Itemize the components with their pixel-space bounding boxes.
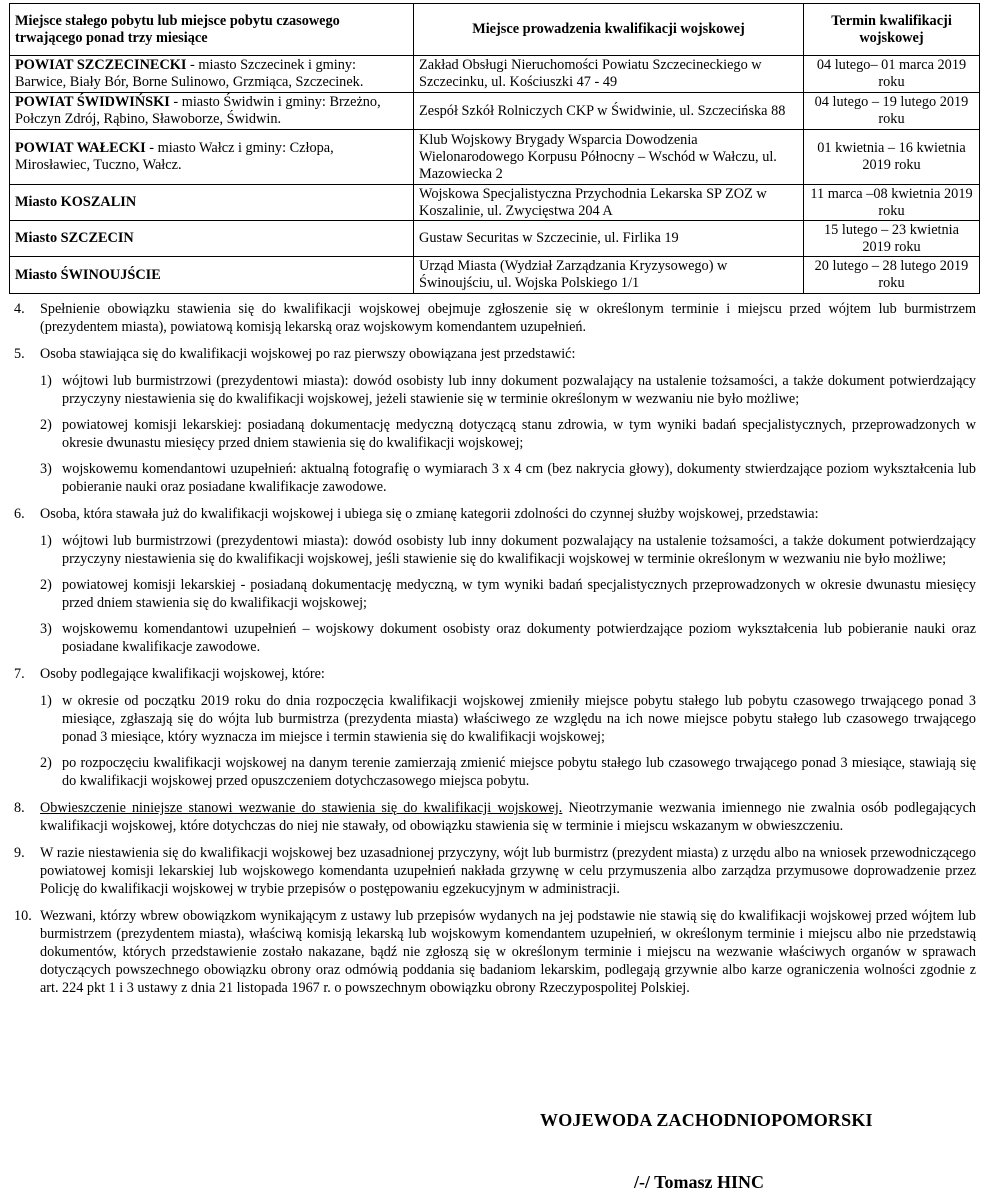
cell-place: Urząd Miasta (Wydział Zarządzania Kryzysowego) w Świnoujściu, ul. Wojska Polskiego 1/1: [414, 257, 804, 294]
point-number: 6.: [14, 506, 25, 522]
header-place: Miejsce prowadzenia kwalifikacji wojskowej: [414, 4, 804, 56]
table-row: [10, 93, 980, 130]
region-name: Miasto SZCZECIN: [15, 230, 134, 246]
item-text: w okresie od początku 2019 roku do dnia rozpoczęcia kwalifikacji wojskowej zmieniły miejsce pobytu stałego lub pobytu czasowego trwającego ponad 3 miesiące, zgłaszają się do wójta lub burmistrza (prezydenta miasta) właściwego ze względu na ich nowe miejsce pobytu stałego lub czasowego trwającego ponad 3 miesiące, który wyznacza im miejsce i termin stawienia się do kwalifikacji wojskowej;: [62, 693, 976, 745]
region-detail: - miasto Świdwin i gminy: Brzeżno, Połczyn Zdrój, Rąbino, Sławoborze, Świdwin.: [15, 94, 381, 127]
region-detail: - miasto Szczecinek i gminy: Barwice, Biały Bór, Borne Sulinowo, Grzmiąca, Szczecinek.: [15, 57, 364, 90]
point-text: Wezwani, którzy wbrew obowiązkom wynikającym z ustawy lub przepisów wydanych na jej podstawie nie stawią się do kwalifikacji wojskowej przed wójtem lub burmistrzem (prezydentem miasta), właściwą komisją lekarską lub wojskowym komendantem uzupełnień, w określonym terminie i miejscu albo nie przedstawią dokumentów, których przedstawienie zostało nakazane, bądź nie zgłoszą się w określonym terminie i miejscu na wezwanie właściwych organów w sprawach dotyczących powszechnego obowiązku obrony oraz odmówią poddania się badaniom lekarskim, podlegają grzywnie albo karze ograniczenia wolności zgodnie z art. 224 pkt 1 i 3 ustawy z dnia 21 listopada 1967 r. o powszechnym obowiązku obrony Rzeczypospolitej Polskiej.: [40, 908, 976, 996]
point-number: 9.: [14, 845, 25, 861]
cell-term: 11 marca –08 kwietnia 2019 roku: [804, 185, 980, 221]
point-text: Osoby podlegające kwalifikacji wojskowej, które:: [40, 666, 325, 682]
cell-place: Klub Wojskowy Brygady Wsparcia Dowodzenia Wielonarodowego Korpusu Północny – Wschód w Wałczu, ul. Mazowiecka 2: [414, 130, 804, 185]
cell-term: 20 lutego – 28 lutego 2019 roku: [804, 257, 980, 294]
point-text: Osoba, która stawała już do kwalifikacji wojskowej i ubiega się o zmianę kategorii zdolności do czynnej służby wojskowej, przedstawia:: [40, 506, 819, 522]
cell-place: Wojskowa Specjalistyczna Przychodnia Lekarska SP ZOZ w Koszalinie, ul. Zwycięstwa 204 A: [414, 185, 804, 221]
point-text: Nieotrzymanie wezwania imiennego nie zwalnia osób podlegających kwalifikacji wojskowej, które dotychczas do niej nie stawały, od obowiązku stawienia się w terminie i miejscu wskazanym w obwieszczeniu.: [40, 800, 976, 834]
point-5: [14, 345, 976, 496]
point-7-list: [40, 692, 976, 790]
schedule-table: [9, 3, 980, 294]
point-4: [14, 300, 976, 336]
region-name: POWIAT ŚWIDWIŃSKI: [15, 94, 170, 110]
item-text: wojskowemu komendantowi uzupełnień: aktualną fotografię o wymiarach 3 x 4 cm (bez nakrycia głowy), dokumenty stwierdzające poziom wykształcenia lub pobieranie nauki oraz posiadane kwalifikacje zawodowe.: [62, 461, 976, 495]
list-item: [40, 754, 976, 790]
table-row: [10, 257, 980, 294]
cell-region: [10, 56, 414, 93]
item-number: 2): [40, 577, 52, 593]
item-number: 3): [40, 621, 52, 637]
cell-place: Gustaw Securitas w Szczecinie, ul. Firlika 19: [414, 221, 804, 257]
table-row: [10, 56, 980, 93]
point-5-list: [40, 372, 976, 496]
list-item: [40, 576, 976, 612]
region-name: POWIAT SZCZECINECKI: [15, 57, 187, 73]
cell-term: 15 lutego – 23 kwietnia 2019 roku: [804, 221, 980, 257]
region-name: POWIAT WAŁECKI: [15, 140, 146, 156]
cell-place: Zespół Szkół Rolniczych CKP w Świdwinie, ul. Szczecińska 88: [414, 93, 804, 130]
list-item: [40, 532, 976, 568]
point-9: [14, 844, 976, 898]
point-number: 10.: [14, 908, 32, 924]
list-item: [40, 460, 976, 496]
list-item: [40, 416, 976, 452]
item-text: powiatowej komisji lekarskiej - posiadaną dokumentację medyczną, w tym wyniki badań specjalistycznych przeprowadzonych w okresie dwunastu miesięcy przed dniem stawienia się do kwalifikacji wojskowej;: [62, 577, 976, 611]
header-term: Termin kwalifikacji wojskowej: [804, 4, 980, 56]
cell-region: [10, 130, 414, 185]
item-text: po rozpoczęciu kwalifikacji wojskowej na danym terenie zamierzają zmienić miejsce pobytu stałego lub czasowego trwającego ponad 3 miesiące, stawiają się do kwalifikacji wojskowej przed opuszczeniem dotychczasowego miejsca pobytu.: [62, 755, 976, 789]
list-item: [40, 692, 976, 746]
list-item: [40, 620, 976, 656]
point-text: Spełnienie obowiązku stawienia się do kwalifikacji wojskowej obejmuje zgłoszenie się w określonym terminie i miejscu przed wójtem lub burmistrzem (prezydentem miasta), powiatową komisją lekarską oraz wojskowym komendantem uzupełnień.: [40, 301, 976, 335]
item-text: wójtowi lub burmistrzowi (prezydentowi miasta): dowód osobisty lub inny dokument pozwalający na ustalenie tożsamości, a także dokument potwierdzający przyczyny niestawienia się do kwalifikacji wojskowej, jeżeli stawienie się w terminie określonym w wezwaniu nie było możliwe;: [62, 373, 976, 407]
point-8: [14, 799, 976, 835]
table-row: [10, 221, 980, 257]
notice-body: [14, 300, 976, 1006]
cell-term: 04 lutego– 01 marca 2019 roku: [804, 56, 980, 93]
signatory-name: /-/ Tomasz HINC: [634, 1172, 765, 1192]
table-row: [10, 130, 980, 185]
point-10: [14, 907, 976, 997]
cell-region: [10, 221, 414, 257]
region-name: Miasto KOSZALIN: [15, 194, 137, 210]
cell-place: Zakład Obsługi Nieruchomości Powiatu Szczecineckiego w Szczecinku, ul. Kościuszki 47 - 49: [414, 56, 804, 93]
point-6-list: [40, 532, 976, 656]
item-number: 3): [40, 461, 52, 477]
item-text: powiatowej komisji lekarskiej: posiadaną dokumentację medyczną dotyczącą stanu zdrowia, w tym wyniki badań specjalistycznych, przeprowadzonych w okresie dwunastu miesięcy przed dniem stawienia się do kwalifikacji wojskowej;: [62, 417, 976, 451]
cell-term: 04 lutego – 19 lutego 2019 roku: [804, 93, 980, 130]
signatory-title: WOJEWODA ZACHODNIOPOMORSKI: [540, 1110, 873, 1130]
item-text: wójtowi lub burmistrzowi (prezydentowi miasta): dowód osobisty lub inny dokument pozwalający na ustalenie tożsamości, a także dokument potwierdzający przyczyny niestawienia się do kwalifikacji wojskowej, jeśli stawienie się do kwalifikacji wojskowej w terminie określonym w wezwaniu nie było możliwe;: [62, 533, 976, 567]
list-item: [40, 372, 976, 408]
header-residence: Miejsce stałego pobytu lub miejsce pobytu czasowego trwającego ponad trzy miesiące: [10, 4, 414, 56]
region-detail: - miasto Wałcz i gminy: Człopa, Mirosławiec, Tuczno, Wałcz.: [15, 140, 334, 173]
item-number: 2): [40, 755, 52, 771]
point-6: [14, 505, 976, 656]
cell-term: 01 kwietnia – 16 kwietnia 2019 roku: [804, 130, 980, 185]
item-number: 1): [40, 533, 52, 549]
region-name: Miasto ŚWINOUJŚCIE: [15, 266, 161, 283]
point-number: 8.: [14, 800, 25, 816]
point-number: 4.: [14, 301, 25, 317]
table-row: [10, 185, 980, 221]
point-7: [14, 665, 976, 790]
item-text: wojskowemu komendantowi uzupełnień – wojskowy dokument osobisty oraz dokumenty potwierdzające poziom wykształcenia lub pobieranie nauki oraz posiadane kwalifikacje zawodowe.: [62, 621, 976, 655]
item-number: 1): [40, 693, 52, 709]
item-number: 2): [40, 417, 52, 433]
table-header-row: [10, 4, 980, 56]
cell-region: [10, 257, 414, 294]
point-underlined-text: Obwieszczenie niniejsze stanowi wezwanie do stawienia się do kwalifikacji wojskowej.: [40, 800, 563, 816]
point-number: 5.: [14, 346, 25, 362]
point-number: 7.: [14, 666, 25, 682]
cell-region: [10, 185, 414, 221]
point-text: Osoba stawiająca się do kwalifikacji wojskowej po raz pierwszy obowiązana jest przedstawić:: [40, 346, 576, 362]
item-number: 1): [40, 373, 52, 389]
cell-region: [10, 93, 414, 130]
point-text: W razie niestawienia się do kwalifikacji wojskowej bez uzasadnionej przyczyny, wójt lub burmistrz (prezydent miasta) z urzędu albo na wniosek przewodniczącego powiatowej komisji lekarskiej lub wojskowego komendanta uzupełnień nakłada grzywnę w celu przymuszenia albo zarządza przymusowe doprowadzenie przez Policję do kwalifikacji wojskowej w trybie przepisów o postępowaniu egzekucyjnym w administracji.: [40, 845, 976, 897]
